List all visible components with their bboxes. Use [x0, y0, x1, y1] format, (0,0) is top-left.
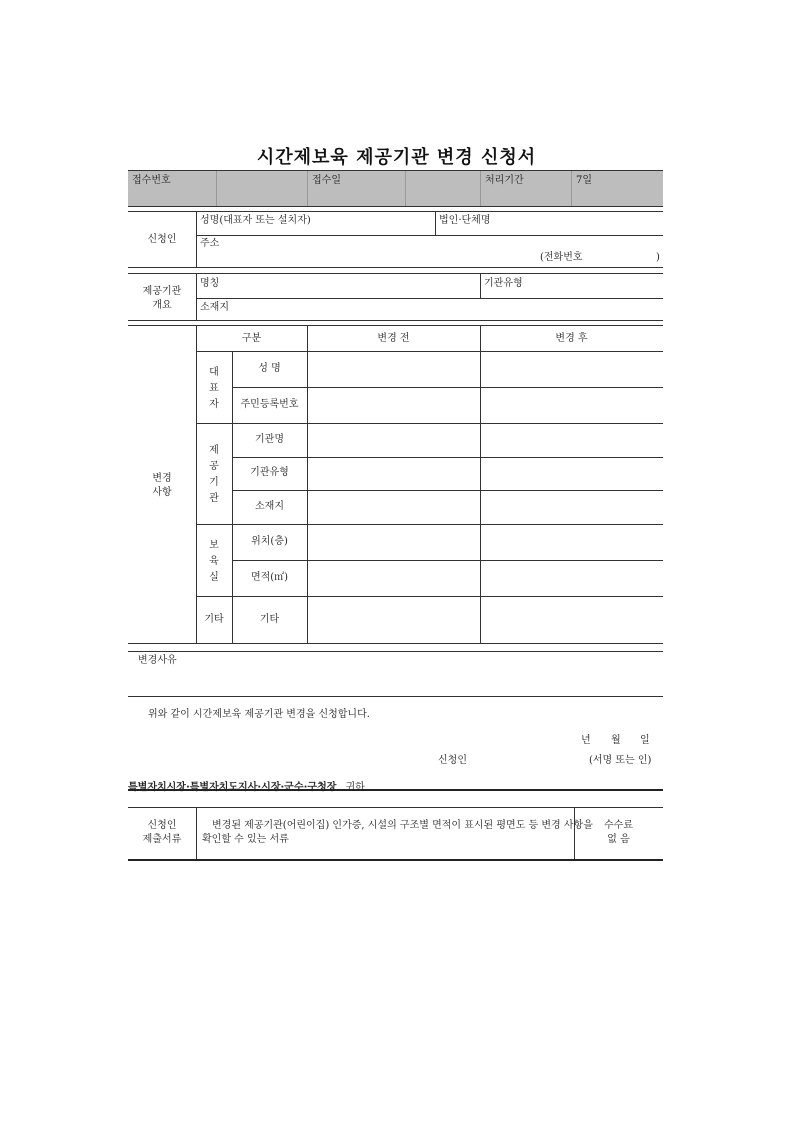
prov-name-label: 기관명 — [255, 434, 284, 445]
documents-desc-line-1: 변경된 제공기관(어린이집) 인가증, 시설의 구조별 면적이 표시된 평면도 등 변경 사항을 — [212, 820, 593, 831]
rep-id-label: 주민등록번호 — [240, 399, 299, 410]
applicant-section-label: 신청인 — [147, 234, 177, 245]
room-position-after-field[interactable] — [481, 525, 662, 559]
date-month-label: 월 — [611, 735, 621, 746]
addressee-suffix: 귀하 — [345, 782, 365, 793]
header-category: 구분 — [241, 333, 262, 344]
provider-name-field[interactable]: 명칭 — [200, 278, 220, 289]
reason-label: 변경사유 — [138, 655, 177, 666]
prov-location-before-field[interactable] — [308, 491, 479, 523]
receipt-number-label: 접수번호 — [132, 175, 171, 186]
other-after-field[interactable] — [481, 597, 662, 642]
provider-section-label-2: 개요 — [152, 300, 172, 311]
rep-name-label: 성 명 — [258, 363, 281, 374]
rep-id-after-field[interactable] — [481, 388, 662, 422]
prov-name-before-field[interactable] — [308, 424, 479, 456]
other-item-label: 기타 — [259, 614, 280, 625]
receipt-date-label: 접수일 — [312, 175, 341, 186]
header-after: 변경 후 — [555, 333, 588, 344]
header-before: 변경 전 — [377, 333, 410, 344]
date-day-label: 일 — [640, 735, 650, 746]
applicant-address-field[interactable]: 주소 — [200, 238, 220, 249]
application-statement: 위와 같이 시간제보육 제공기관 변경을 신청합니다. — [148, 709, 370, 720]
changes-section-label-2: 사항 — [152, 487, 172, 498]
phone-label-close: ) — [656, 252, 660, 263]
provider-location-field[interactable]: 소재지 — [200, 302, 229, 313]
fee-label: 수수료 — [604, 820, 633, 831]
room-position-label: 위치(층) — [251, 536, 288, 547]
prov-location-after-field[interactable] — [481, 491, 662, 523]
documents-label-2: 제출서류 — [142, 834, 182, 845]
processing-period-label: 처리기간 — [485, 175, 524, 186]
other-before-field[interactable] — [308, 597, 479, 642]
room-area-before-field[interactable] — [308, 561, 479, 595]
room-area-after-field[interactable] — [481, 561, 662, 595]
addressee-officials: 특별자치시장·특별자치도지사·시장·군수·구청장 — [128, 782, 337, 793]
rep-name-before-field[interactable] — [308, 352, 479, 386]
date-year-label: 년 — [581, 735, 591, 746]
room-area-label: 면적(㎡) — [250, 572, 289, 583]
prov-location-label: 소재지 — [255, 501, 284, 512]
prov-type-after-field[interactable] — [481, 458, 662, 489]
room-position-before-field[interactable] — [308, 525, 479, 559]
page-title: 시간제보육 제공기관 변경 신청서 — [256, 147, 537, 168]
provider-type-field[interactable]: 기관유형 — [484, 278, 523, 289]
group-room: 보육실 — [209, 540, 219, 583]
prov-name-after-field[interactable] — [481, 424, 662, 456]
changes-section-label-1: 변경 — [152, 473, 172, 484]
group-representative: 대표자 — [209, 367, 219, 410]
processing-period-value: 7일 — [576, 175, 593, 186]
signature-applicant-label: 신청인 — [438, 755, 467, 766]
documents-label-1: 신청인 — [147, 820, 177, 831]
signature-note[interactable]: (서명 또는 인) — [589, 755, 652, 766]
rep-name-after-field[interactable] — [481, 352, 662, 386]
corporation-name-field[interactable]: 법인·단체명 — [439, 215, 491, 226]
phone-label[interactable]: (전화번호 — [540, 252, 583, 263]
provider-section-label-1: 제공기관 — [142, 286, 182, 297]
rep-id-before-field[interactable] — [308, 388, 479, 422]
addressee — [128, 775, 365, 794]
group-provider: 제공기관 — [209, 445, 219, 504]
group-other: 기타 — [204, 614, 224, 625]
documents-desc-line-2: 확인할 수 있는 서류 — [202, 834, 289, 845]
prov-type-before-field[interactable] — [308, 458, 479, 489]
fee-value: 없 음 — [607, 834, 630, 845]
prov-type-label: 기관유형 — [250, 467, 289, 478]
reason-field[interactable] — [128, 668, 663, 695]
applicant-name-field[interactable]: 성명(대표자 또는 설치자) — [200, 215, 311, 226]
